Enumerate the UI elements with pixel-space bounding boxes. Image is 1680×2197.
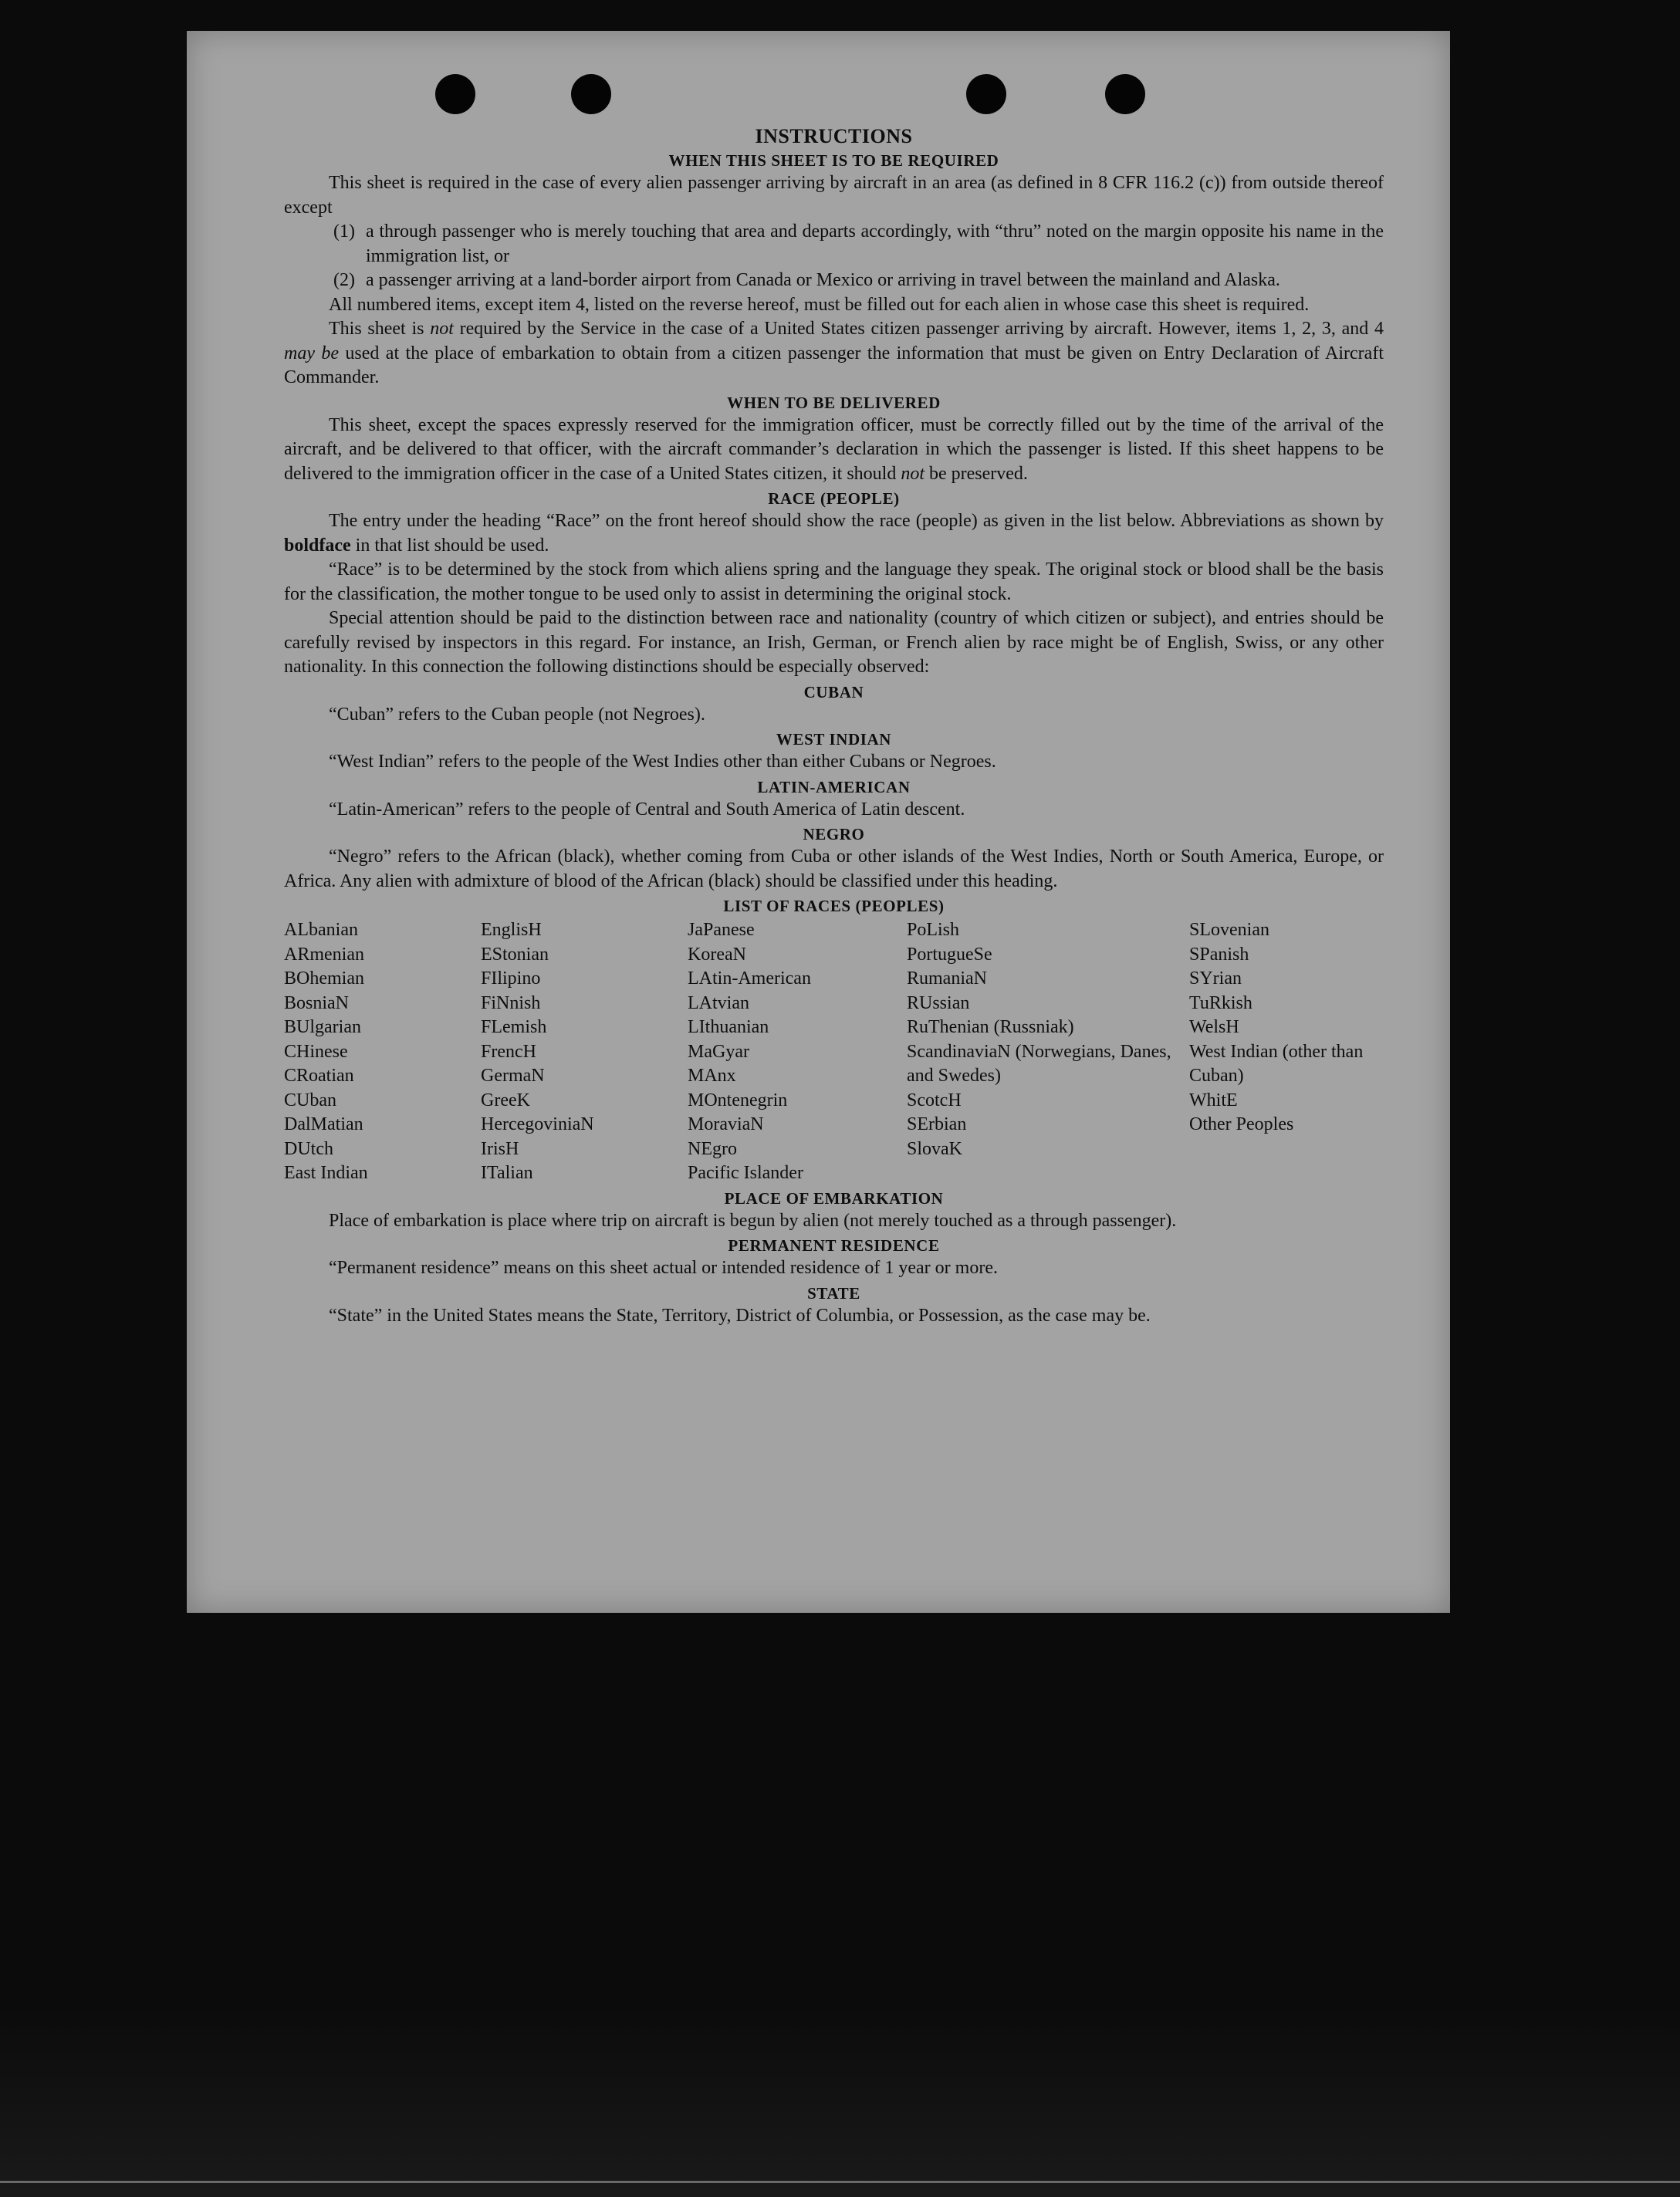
race-entry: ScandinaviaN (Norwegians, Danes, and Swedes): [907, 1041, 1171, 1086]
race-entry: NEgro: [688, 1138, 737, 1159]
paragraph-numbered-items: All numbered items, except item 4, listed on the reverse hereof, must be filled out for each alien in whose case this sheet is required.: [329, 294, 1310, 315]
section-heading-embarkation: PLACE OF EMBARKATION: [724, 1188, 944, 1208]
race-entry: FLemish: [481, 1017, 547, 1037]
section-heading-west-indian: WEST INDIAN: [776, 730, 892, 749]
exception-item-1: [284, 220, 1384, 269]
race-entry: GermaN: [481, 1066, 545, 1086]
race-entry: MaGyar: [688, 1041, 749, 1062]
race-entry: MAnx: [688, 1066, 736, 1086]
race-entry: West Indian (other than Cuban): [1189, 1041, 1364, 1086]
race-entry: SPanish: [1189, 944, 1249, 965]
races-table: [284, 918, 1384, 1186]
race-entry: IrisH: [481, 1138, 519, 1159]
page-title: INSTRUCTIONS: [755, 125, 913, 147]
race-entry: FIlipino: [481, 968, 541, 989]
race-entry: DUtch: [284, 1138, 333, 1159]
section-heading-state: STATE: [807, 1283, 860, 1303]
document-page: [187, 31, 1450, 1613]
race-entry: SLovenian: [1189, 920, 1269, 940]
paragraph-race-stock: “Race” is to be determined by the stock from which aliens spring and the language they speak. The original stock or blood shall be the basis for the classification, the mother tongue to be used only to assist in determining the original stock.: [284, 559, 1384, 604]
race-entry: RUssian: [907, 992, 970, 1013]
race-entry: TuRkish: [1189, 992, 1252, 1013]
item-text: a passenger arriving at a land-border airport from Canada or Mexico or arriving in travel between the mainland and Alaska.: [366, 270, 1280, 290]
paragraph-state: “State” in the United States means the State, Territory, District of Columbia, or Possession, as the case may be.: [329, 1305, 1151, 1326]
race-entry: CHinese: [284, 1041, 348, 1062]
race-entry: EnglisH: [481, 920, 542, 940]
paragraph-latin-american: “Latin-American” refers to the people of Central and South America of Latin descent.: [329, 799, 965, 820]
punch-hole: [571, 74, 611, 114]
race-entry: RuThenian (Russniak): [907, 1017, 1074, 1037]
paragraph-race-nationality: Special attention should be paid to the distinction between race and nationality (country of which citizen or subject), and entries should be carefully revised by inspectors in this regard. For instance, an Irish, German, or French alien by race might be of English, Swiss, or any other nationality. In this connection the following distinctions should be especially observed:: [284, 608, 1384, 677]
section-heading-residence: PERMANENT RESIDENCE: [728, 1236, 940, 1255]
race-entry: DalMatian: [284, 1114, 363, 1134]
race-entry: WelsH: [1189, 1017, 1239, 1037]
race-entry: SYrian: [1189, 968, 1242, 989]
race-entry: CUban: [284, 1090, 336, 1110]
section-heading-delivered: WHEN TO BE DELIVERED: [727, 393, 941, 412]
paragraph-residence: “Permanent residence” means on this sheet actual or intended residence of 1 year or more.: [329, 1258, 998, 1278]
race-entry: RumaniaN: [907, 968, 987, 989]
item-text: a through passenger who is merely touching that area and departs accordingly, with “thru” noted on the margin opposite his name in the immigration list, or: [366, 221, 1384, 266]
race-entry: LIthuanian: [688, 1017, 769, 1037]
paragraph-required: This sheet is required in the case of every alien passenger arriving by aircraft in an area (as defined in 8 CFR 116.2 (c)) from outside thereof except: [284, 173, 1384, 218]
section-heading-cuban: CUBAN: [803, 682, 864, 701]
race-entry: PortugueSe: [907, 944, 992, 965]
paragraph-negro: “Negro” refers to the African (black), whether coming from Cuba or other islands of the West Indies, North or South America, Europe, or Africa. Any alien with admixture of blood of the African (black) should be classified under this heading.: [284, 847, 1384, 891]
race-entry: ScotcH: [907, 1090, 962, 1110]
race-entry: PoLish: [907, 920, 960, 940]
exception-item-2: [284, 269, 1384, 293]
race-entry: FiNnish: [481, 992, 541, 1013]
race-entry: ALbanian: [284, 920, 358, 940]
race-entry: KoreaN: [688, 944, 746, 965]
races-column-2: [481, 918, 688, 1186]
races-column-4: [907, 918, 1189, 1186]
race-entry: LAtin-American: [688, 968, 811, 989]
paragraph-race-entry: The entry under the heading “Race” on the front hereof should show the race (people) as given in the list below. Abbreviations as shown by boldface in that list should be used.: [284, 511, 1384, 556]
race-entry: Other Peoples: [1189, 1114, 1294, 1134]
scan-background: [0, 2006, 1680, 2197]
race-entry: WhitE: [1189, 1090, 1238, 1110]
paragraph-embarkation: Place of embarkation is place where trip on aircraft is begun by alien (not merely touched as a through passenger).: [329, 1210, 1177, 1231]
scan-edge-line: [0, 2181, 1680, 2183]
race-entry: GreeK: [481, 1090, 530, 1110]
races-column-5: [1189, 918, 1390, 1186]
race-entry: Pacific Islander: [688, 1163, 803, 1183]
race-entry: EStonian: [481, 944, 549, 965]
race-entry: SlovaK: [907, 1138, 962, 1159]
item-number: (2): [333, 270, 355, 290]
race-entry: BUlgarian: [284, 1017, 361, 1037]
race-entry: FrencH: [481, 1041, 536, 1062]
punch-hole: [966, 74, 1006, 114]
race-entry: LAtvian: [688, 992, 749, 1013]
race-entry: CRoatian: [284, 1066, 354, 1086]
race-entry: HercegovinіaN: [481, 1114, 594, 1134]
section-heading-latin-american: LATIN-AMERICAN: [757, 777, 911, 796]
race-entry: MOntenegrin: [688, 1090, 788, 1110]
race-entry: ITalian: [481, 1163, 533, 1183]
paragraph-west-indian: “West Indian” refers to the people of the West Indies other than either Cubans or Negroes.: [329, 752, 996, 772]
race-entry: SErbian: [907, 1114, 967, 1134]
races-column-3: [688, 918, 907, 1186]
race-entry: East Indian: [284, 1163, 368, 1183]
race-entry: JaPanese: [688, 920, 755, 940]
paragraph-citizen: This sheet is not required by the Service in the case of a United States citizen passenger arriving by aircraft. However, items 1, 2, 3, and 4 may be used at the place of embarkation to obtain from a citizen passenger the information that must be given on Entry Declaration of Aircraft Commander.: [284, 319, 1384, 387]
paragraph-delivered: This sheet, except the spaces expressly reserved for the immigration officer, must be correctly filled out by the time of the arrival of the aircraft, and be delivered to that officer, with the aircraft commander’s declaration in which the passenger is listed. If this sheet happens to be delivered to the immigration officer in the case of a United States citizen, it should not be preserved.: [284, 414, 1384, 484]
races-column-1: [284, 918, 481, 1186]
item-number: (1): [333, 221, 355, 242]
paragraph-cuban: “Cuban” refers to the Cuban people (not Negroes).: [329, 704, 705, 725]
section-heading-list-of-races: LIST OF RACES (PEOPLES): [723, 897, 945, 915]
section-heading-negro: NEGRO: [803, 825, 865, 843]
race-entry: BosniaN: [284, 992, 349, 1013]
race-entry: ARmenian: [284, 944, 364, 965]
section-heading-race: RACE (PEOPLE): [768, 489, 900, 508]
race-entry: BOhemian: [284, 968, 364, 989]
punch-hole: [1105, 74, 1145, 114]
race-entry: MoraviaN: [688, 1114, 764, 1134]
section-heading-required: WHEN THIS SHEET IS TO BE REQUIRED: [668, 151, 999, 170]
punch-hole: [435, 74, 475, 114]
